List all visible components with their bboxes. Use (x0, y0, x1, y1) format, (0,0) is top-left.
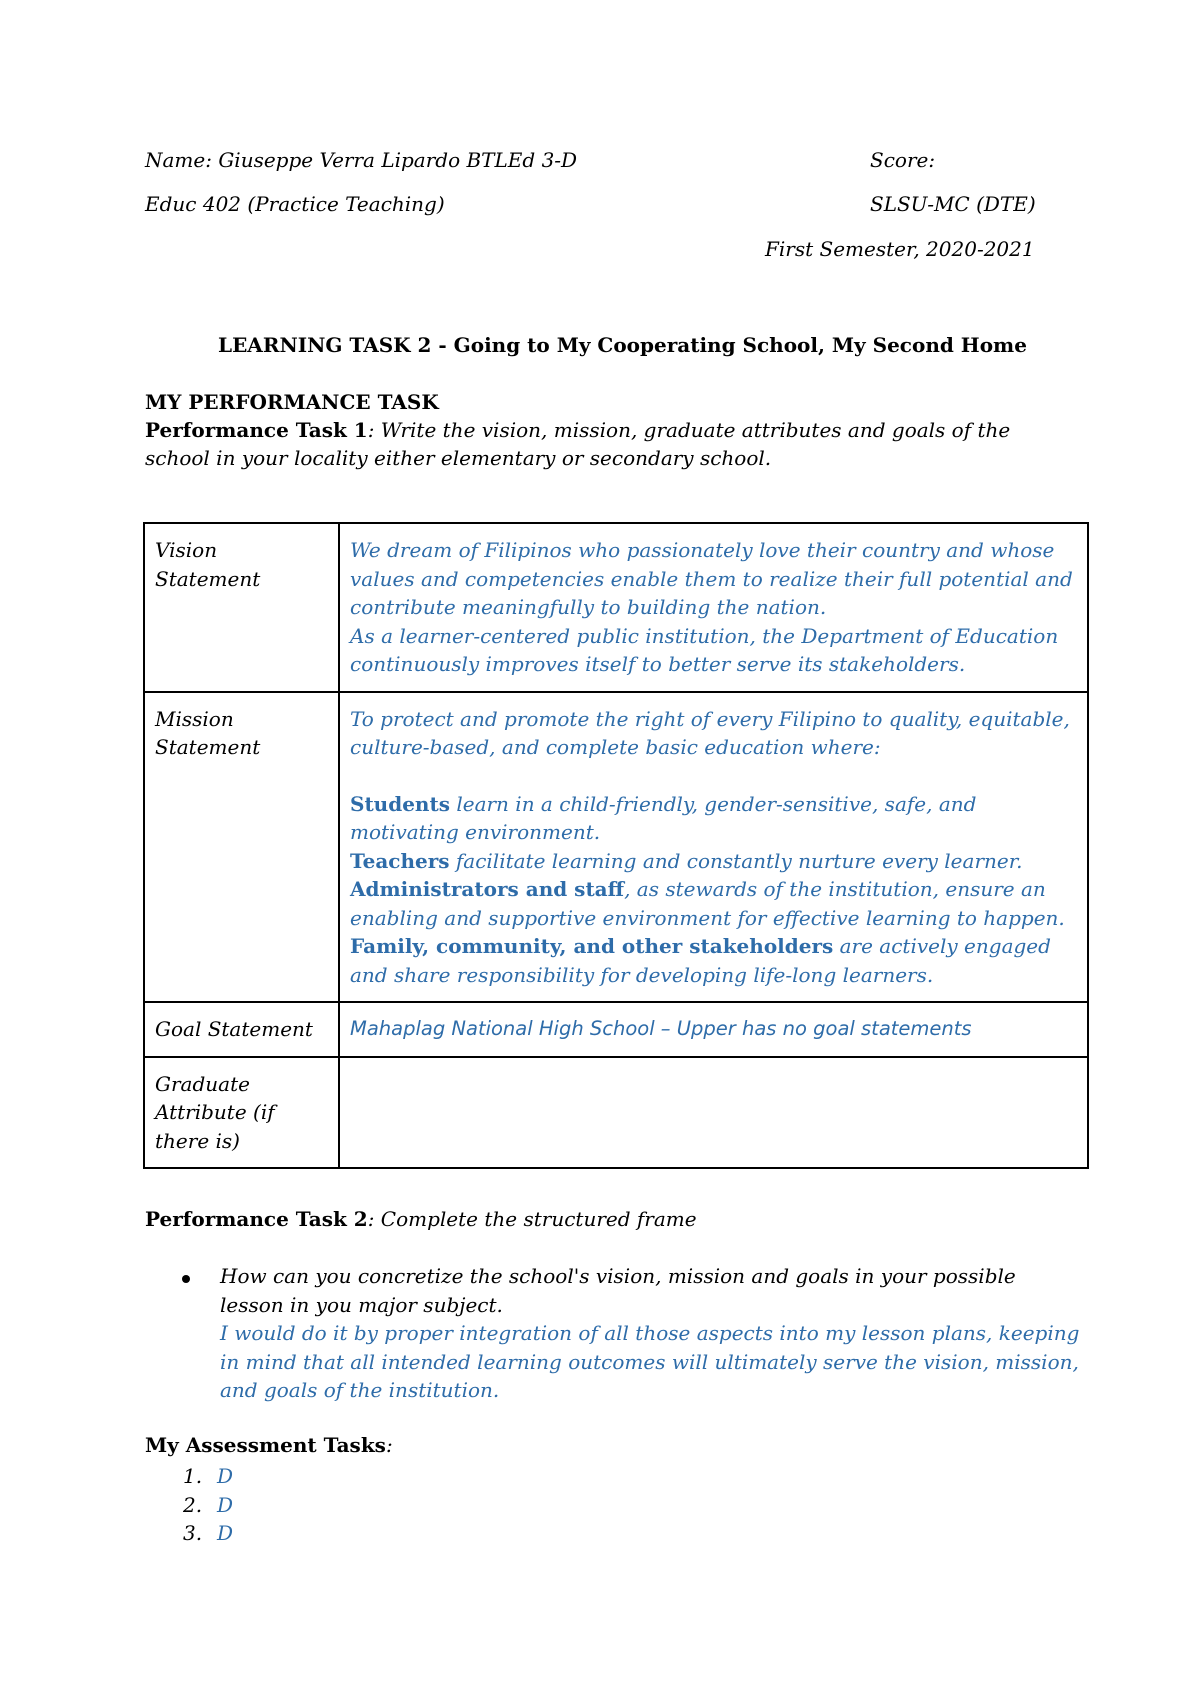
vision-text-2: As a learner-centered public institution, the Department of Education continuously improves itself to better serve its stakeholders. (350, 623, 1059, 676)
task1-label: Performance Task 1 (145, 418, 368, 442)
mission-item: Teachers facilitate learning and constantly nurture every learner. (350, 848, 1023, 873)
task2-question-line1: How can you concretize the school's vision, mission and goals in your possible (220, 1264, 1016, 1288)
mission-item: Students learn in a child-friendly, gender-sensitive, safe, and motivating environment. (350, 791, 977, 844)
vision-text-1: We dream of Filipinos who passionately love their country and whose values and competencies enable them to realize their full potential and contribute meaningfully to building the nation. (350, 538, 1073, 619)
mission-intro: To protect and promote the right of every Filipino to quality, equitable, culture-based, and complete basic education where: (350, 706, 1070, 759)
table-row (144, 523, 1088, 692)
task2-instruction: : Complete the structured frame (367, 1207, 697, 1231)
task1-instruction: : Write the vision, mission, graduate attributes and goals of the (367, 418, 1011, 442)
mission-label: Mission Statement (144, 692, 339, 1003)
assessment-answer: D (217, 1464, 234, 1488)
list-item: 2. D (183, 1492, 234, 1517)
section-heading: MY PERFORMANCE TASK (145, 390, 439, 414)
goal-text: Mahaplag National High School – Upper has no goal statements (339, 1002, 1088, 1057)
task2-label: Performance Task 2 (145, 1207, 368, 1231)
graduate-text (339, 1057, 1088, 1169)
list-item: 3. D (183, 1521, 234, 1545)
document-title: LEARNING TASK 2 - Going to My Cooperating School, My Second Home (218, 333, 1027, 357)
assessment-label: My Assessment Tasks (145, 1433, 386, 1457)
vision-label: Vision Statement (144, 523, 339, 692)
bullet-icon (182, 1275, 190, 1283)
mission-item: Family, community, and other stakeholders are actively engaged and share responsibility for developing life-long learners. (350, 934, 1051, 987)
task2-answer: I would do it by proper integration of all those aspects into my lesson plans, keeping in mind that all intended learning outcomes will ultimately serve the vision, mission, and goals of the institution. (220, 1321, 1080, 1402)
assessment-list (145, 1462, 233, 1548)
list-item: 1. D (183, 1464, 234, 1488)
table-row (144, 692, 1088, 1003)
goal-label: Goal Statement (144, 1002, 339, 1057)
task2-question-block (220, 1262, 1080, 1405)
vision-cell (339, 523, 1088, 692)
task1-instruction-line2: school in your locality either elementary or secondary school. (145, 446, 772, 470)
mission-cell (339, 692, 1088, 1003)
institution-label: SLSU-MC (DTE) (870, 192, 1036, 216)
student-name: Name: Giuseppe Verra Lipardo BTLEd 3-D (145, 148, 578, 172)
mission-item: Administrators and staff, as stewards of the institution, ensure an enabling and supportive environment for effective learning to happen. (350, 877, 1065, 930)
table-row (144, 1057, 1088, 1169)
graduate-label: Graduate Attribute (if there is) (144, 1057, 339, 1169)
school-statements-table (143, 522, 1089, 1169)
task1-instruction-line1 (145, 418, 1010, 442)
score-label: Score: (870, 148, 936, 172)
task2-question-line2: lesson in you major subject. (220, 1292, 503, 1317)
semester-label: First Semester, 2020-2021 (765, 237, 1035, 261)
assessment-heading: My Assessment Tasks: (145, 1433, 393, 1457)
assessment-answer: D (217, 1521, 234, 1545)
table-row (144, 1002, 1088, 1057)
course-label: Educ 402 (Practice Teaching) (145, 192, 445, 216)
assessment-answer: D (217, 1492, 234, 1517)
task2-heading (145, 1207, 697, 1231)
